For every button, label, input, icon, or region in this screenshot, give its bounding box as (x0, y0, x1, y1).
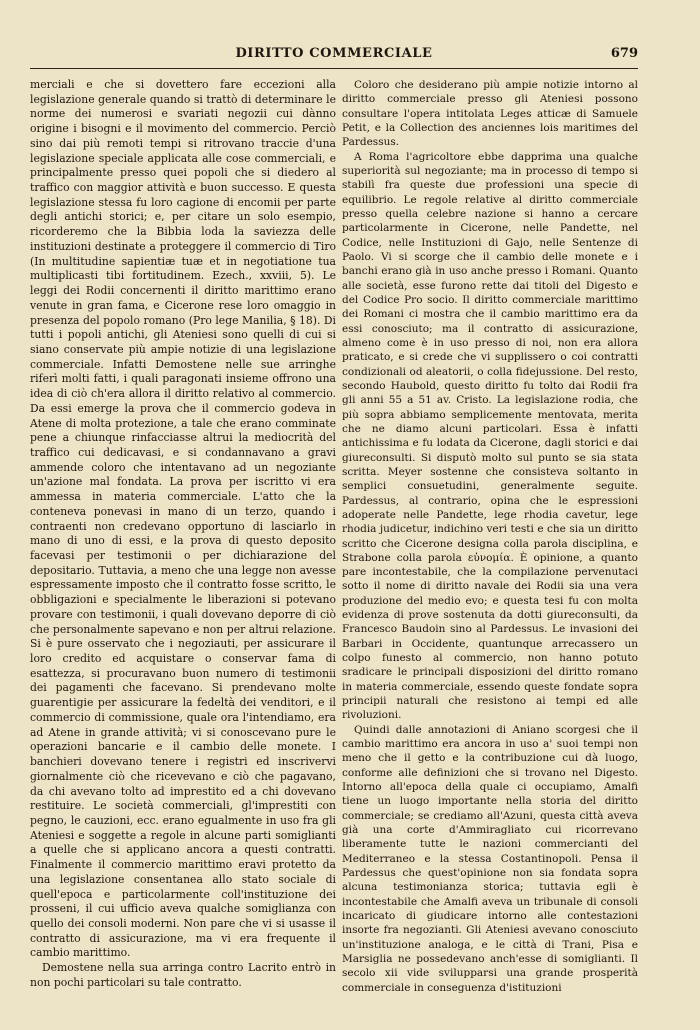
right-paragraph-1: Coloro che desiderano più ampie notizie intorno al diritto commerciale presso gli Ateniesi possono consultare l'opera intitolata Leges atticæ di Samuele Petit, e la Collection des anciennes lois maritimes del Pardessus. (342, 79, 638, 149)
right-column (342, 78, 638, 995)
page-number: 679 (610, 46, 638, 61)
right-paragraph-3: Quindi dalle annotazioni di Aniano scorgesi che il cambio marittimo era ancora in uso a' suoi tempi non meno che il getto e la contribuzione cui dà luogo, conforme alle definizioni che si trovano nel Digesto. Intorno all'epoca della quale ci occupiamo, Amalfi tiene un luogo importante nella storia del diritto commerciale; se crediamo all'Azuni, questa città aveva già una corte d'Ammiragliato cui ricorrevano liberamente tutte le nazioni commercianti del Mediterraneo e la stessa Costantinopoli. Pensa il Pardessus che quest'opinione non sia fondata sopra alcuna testimonianza storica; tuttavia egli è incontestabile che Amalfi aveva un tribunale di consoli incaricato di giudicare intorno alle contestazioni insorte fra negozianti. Gli Ateniesi avevano conosciuto un'instituzione analoga, e le città di Trani, Pisa e Marsiglia ne possedevano anch'esse di somiglianti. Il secolo xii vide svilupparsi una grande prosperità commerciale in conseguenza d'istituzioni (342, 723, 638, 994)
page-header (30, 44, 638, 69)
running-title: DIRITTO COMMERCIALE (235, 46, 433, 61)
right-paragraph-2: A Roma l'agricoltore ebbe dapprima una qualche superiorità sul negoziante; ma in processo di tempo si stabilì fra queste due professioni una specie di equilibrio. Le regole relative al diritto commerciale presso quella celebre nazione si hanno a cercare particolarmente in Cicerone, nelle Pandette, nel Codice, nelle Instituzioni di Gajo, nelle Sentenze di Paolo. Vi si scorge che il cambio delle monete e i banchi erano già in uso anche presso i Romani. Quanto alle società, esse furono rette dai titoli del Digesto e del Codice Pro socio. Il diritto commerciale marittimo dei Romani ci mostra che il cambio marittimo era da essi conosciuto; ma il contratto di assicurazione, almeno come è in uso presso di noi, non era allora praticato, e si crede che vi supplissero o coi contratti condizionali od aleatorii, o colla fidejussione. Del resto, secondo Haubold, questo diritto fu tolto dai Rodii fra gli anni 55 a 51 av. Cristo. La legislazione rodia, che più sopra abbiamo semplicemente mentovata, merita che ne diamo alcuni particolari. Essa è infatti antichissima e fu lodata da Cicerone, dagli storici e dai giureconsulti. Si disputò molto sul punto se sia stata scritta. Meyer sostenne che consisteva soltanto in semplici consuetudini, generalmente seguite. Pardessus, al contrario, opina che le espressioni adoperate nelle Pandette, lege rhodia cavetur, lege rhodia judicetur, indichino veri testi e che sia un diritto scritto che Cicerone designa colla parola disciplina, e Strabone colla parola εὐνομία. È opinione, a quanto pare incontestabile, che la compilazione pervenutaci sotto il nome di diritto navale dei Rodii sia una vera produzione del medio evo; e questa tesi fu con molta evidenza di prove sostenuta da dotti giureconsulti, da Francesco Baudoin sino al Pardessus. Le invasioni dei Barbari in Occidente, quantunque arrecassero un colpo funesto al commercio, non hanno potuto sradicare le principali disposizioni del diritto romano in materia commerciale, essendo queste fondate sopra principii naturali che resistono ai tempi ed alle rivoluzioni. (342, 150, 638, 722)
left-paragraph-1: merciali e che si dovettero fare eccezioni alla legislazione generale quando si trattò di determinare le norme dei numerosi e svariati negozii cui dànno origine i bisogni e il movimento del commercio. Perciò sino dai più remoti tempi si ritrovano traccie d'una legislazione speciale applicata alle cose commerciali, e principalmente presso quei popoli che si diedero al traffico con maggior attività e buon successo. E questa legislazione stessa fu loro cagione di encomii per parte degli antichi storici; e, per citare un solo esempio, ricorderemo che la Bibbia loda la saviezza delle instituzioni destinate a proteggere il commercio di Tiro (In multitudine sapientiæ tuæ et in negotiatione tua multiplicasti tibi fortitudinem. Ezech., xxviii, 5). Le leggi dei Rodii concernenti il diritto marittimo erano venute in gran fama, e Cicerone rese loro omaggio in presenza del popolo romano (Pro lege Manilia, § 18). Di tutti i popoli antichi, gli Ateniesi sono quelli di cui si siano conservate più ampie notizie di una legislazione commerciale. Infatti Demostene nelle sue arringhe riferì molti fatti, i quali paragonati insieme offrono una idea di ciò ch'era allora il diritto relativo al commercio. Da essi emerge la prova che il commercio godeva in Atene di molta protezione, a tale che erano comminate pene a chiunque rinfacciasse altrui la mediocrità del traffico cui dedicavasi, e si condannavano a gravi ammende coloro che intentavano ad un negoziante un'azione mal fondata. La prova per iscritto vi era ammessa in materia commerciale. L'atto che la conteneva ponevasi in mano di un terzo, quando i contraenti non credevano opportuno di lasciarlo in mano di uno di essi, e la prova di questo deposito facevasi per testimonii o per dichiarazione del depositario. Tuttavia, a meno che una legge non avesse espressamente imposto che il contratto fosse scritto, le obbligazioni e specialmente le liberazioni si potevano provare con testimonii, i quali dovevano deporre di ciò che personalmente sapevano e non per altrui relazione. Si è pure osservato che i negoziauti, per assicurare il loro credito ed acquistare o conservar fama di esattezza, si procuravano buon numero di testimonii dei pagamenti che facevano. Si prendevano molte guarentigie per assicurare la fedeltà dei venditori, e il commercio di commissione, quale ora l'intendiamo, era ad Atene in grande attività; vi si conoscevano pure le operazioni bancarie e il cambio delle monete. I banchieri dovevano tenere i registri ed inscrivervi giornalmente ciò che ricevevano e ciò che pagavano, da chi avevano tolto ad imprestito ed a chi dovevano restituire. Le società commerciali, gl'imprestiti con pegno, le cauzioni, ecc. erano egualmente in uso fra gli Ateniesi e soggette a regole in alcune parti somiglianti a quelle che si applicano ancora a questi contratti. Finalmente il commercio marittimo eravi protetto da una legislazione consentanea allo stato sociale di quell'epoca e particolarmente coll'instituzione dei prosseni, il cui ufficio aveva qualche somiglianza con quello dei consoli moderni. Non pare che vi si usasse il contratto di assicurazione, ma vi era frequente il cambio marittimo. (30, 78, 336, 960)
left-column (30, 78, 336, 991)
left-paragraph-2: Demostene nella sua arringa contro Lacrito entrò in non pochi particolari su tale contratto. (30, 961, 336, 989)
